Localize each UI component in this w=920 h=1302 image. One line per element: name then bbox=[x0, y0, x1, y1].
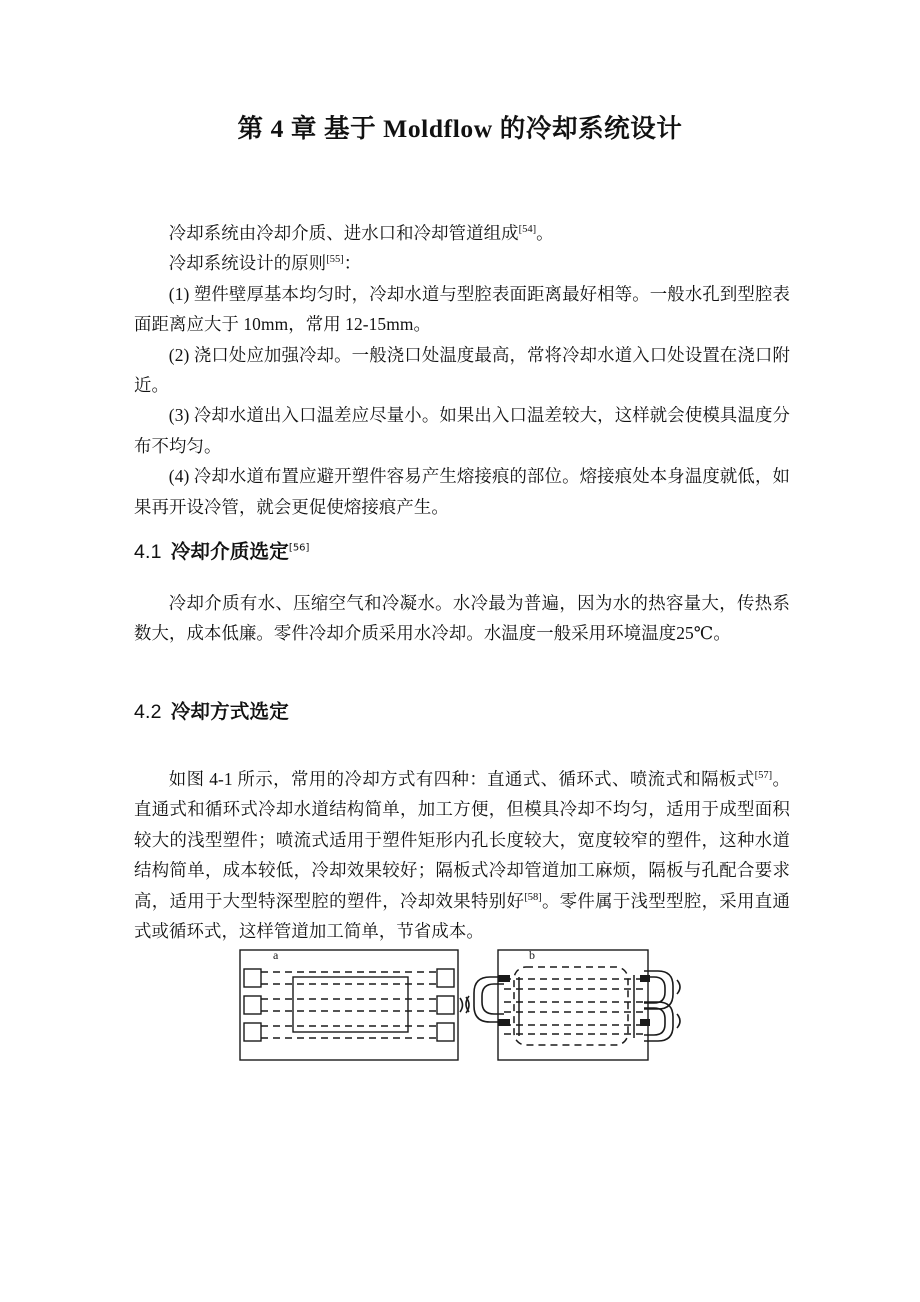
paragraph-intro-2-text: 冷却系统设计的原则 bbox=[168, 253, 327, 274]
paragraph-intro-2 bbox=[134, 248, 790, 278]
paragraph-intro-1-tail: 。 bbox=[536, 223, 554, 243]
section-4-1-paragraph: 冷却介质有水、压缩空气和冷凝水。水冷最为普遍，因为水的热容量大，传热系数大，成本低廉。零件冷却介质采用水冷却。水温度一般采用环境温度25℃。 bbox=[134, 593, 790, 644]
section-number-4-1: 4.1 bbox=[134, 541, 162, 563]
reference-55: [55] bbox=[326, 254, 344, 266]
principle-item-2: (2) 浇口处应加强冷却。一般浇口处温度最高，常将冷却水道入口处设置在浇口附近。 bbox=[134, 344, 790, 396]
panel-b-label: b bbox=[529, 948, 535, 962]
paragraph-intro-1 bbox=[134, 218, 790, 248]
principle-item-4: (4) 冷却水道布置应避开塑件容易产生熔接痕的部位。熔接痕处本身温度就低，如果再开设冷管，就会更促使熔接痕产生。 bbox=[134, 466, 790, 517]
panel-a-inlet-box-3 bbox=[244, 1023, 261, 1041]
panel-a-inlet-box-1 bbox=[244, 969, 261, 987]
panel-a-outlet-box-3 bbox=[437, 1023, 454, 1041]
section-number-4-2: 4.2 bbox=[134, 701, 162, 723]
figure-panel-b bbox=[466, 950, 680, 1060]
reference-58: [58] bbox=[524, 891, 542, 903]
figure-4-1 bbox=[236, 944, 682, 1066]
panel-a-label: a bbox=[273, 948, 279, 962]
reference-56: [56] bbox=[288, 542, 310, 554]
page-title: 第 4 章 基于 Moldflow 的冷却系统设计 bbox=[237, 114, 683, 143]
section-4-2-text-b: 。直通式和循环式冷却水道结构简单，加工方便，但模具冷却不均匀，适用于成型面积较大的浅型塑件；喷流式适用于塑件矩形内孔长度较大，宽度较窄的塑件，这种水道结构简单，成本较低，冷却效果较好；隔板式冷却管道加工麻烦，隔板与孔配合要求高，适用于大型特深型腔的塑件，冷却效果特别好 bbox=[134, 769, 790, 911]
panel-a-outlet-box-2 bbox=[437, 996, 454, 1014]
reference-54: [54] bbox=[518, 224, 537, 236]
section-4-2-text-c: 。零件属于浅型型腔，采用直通式或循环式，这样管道加工简单，节省成本。 bbox=[134, 890, 791, 942]
panel-a-outlet-box-1 bbox=[437, 969, 454, 987]
section-heading-4-2 bbox=[134, 699, 289, 725]
paragraph-intro-1-text: 冷却系统由冷却介质、进水口和冷却管道组成 bbox=[168, 223, 519, 243]
paragraph-intro-2-tail: ： bbox=[343, 253, 362, 274]
section-4-2-body-block bbox=[134, 764, 790, 946]
panel-a-inlet-box-2 bbox=[244, 996, 261, 1014]
intro-text-block bbox=[134, 218, 790, 522]
section-heading-4-1 bbox=[134, 539, 309, 565]
figure-panel-a bbox=[240, 950, 469, 1060]
section-4-2-paragraph bbox=[134, 764, 790, 946]
section-4-2-text-a: 如图 4-1 所示，常用的冷却方式有四种：直通式、循环式、喷流式和隔板式 bbox=[168, 769, 755, 789]
principle-item-3: (3) 冷却水道出入口温差应尽量小。如果出入口温差较大，这样就会使模具温度分布不均匀。 bbox=[134, 405, 790, 456]
reference-57: [57] bbox=[754, 770, 773, 782]
panel-a-mold-plate bbox=[240, 950, 458, 1060]
section-title-4-1: 冷却介质选定 bbox=[170, 540, 289, 563]
section-title-4-2: 冷却方式选定 bbox=[170, 700, 289, 723]
section-4-1-body-block bbox=[134, 588, 790, 649]
principle-item-1: (1) 塑件壁厚基本均匀时，冷却水道与型腔表面距离最好相等。一般水孔到型腔表面距离应大于 10mm，常用 12-15mm。 bbox=[134, 283, 790, 335]
